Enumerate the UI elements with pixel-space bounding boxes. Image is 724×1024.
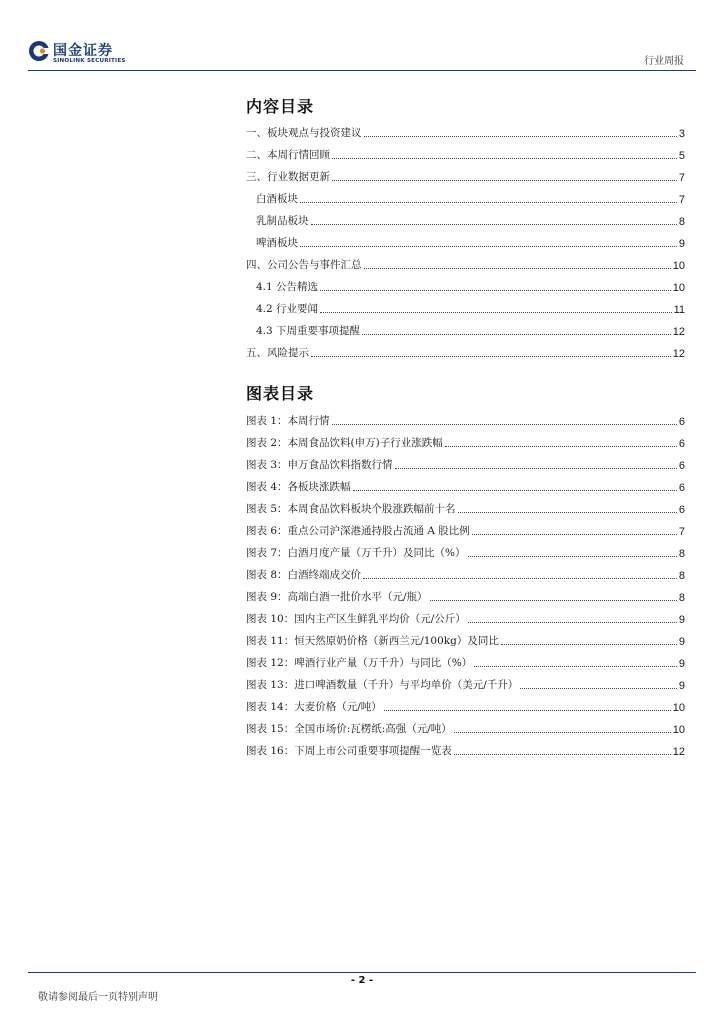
dot-leader [311,356,671,357]
toc-item-page: 3 [678,128,685,140]
dot-leader [362,334,671,335]
figure-item-page: 8 [678,570,685,582]
figure-item[interactable] [246,408,685,428]
toc-item-page: 7 [678,172,685,184]
figure-item-page: 6 [678,460,685,472]
figure-item-page: 10 [672,702,685,714]
report-type-label: 行业周报 [644,56,684,67]
dot-leader [454,732,671,733]
toc-item-page: 10 [672,260,685,272]
dot-leader [353,490,677,491]
figure-item-page: 9 [678,614,685,626]
dot-leader [501,644,677,645]
toc-item[interactable] [246,142,685,162]
toc-item[interactable] [246,230,685,250]
toc-item[interactable] [246,252,685,272]
dot-leader [364,136,677,137]
toc-item[interactable] [246,186,685,206]
figure-item-page: 12 [672,746,685,758]
dot-leader [332,158,677,159]
header-divider [28,70,696,71]
figure-item-page: 10 [672,724,685,736]
dot-leader [332,424,677,425]
figure-item[interactable] [246,628,685,648]
toc-item-page: 10 [672,282,685,294]
toc-item[interactable] [246,318,685,338]
toc-item-text: 4.3 下周重要事项提醒 [256,325,361,337]
figure-item[interactable] [246,562,685,582]
figure-item-text: 图表 14：大麦价格（元/吨） [246,701,382,713]
figure-item-page: 8 [678,592,685,604]
dot-leader [311,224,677,225]
dot-leader [468,556,677,557]
dot-leader [454,754,671,755]
dot-leader [472,534,677,535]
figure-item-text: 图表 8：白酒终端成交价 [246,569,362,581]
figure-item-text: 图表 4：各板块涨跌幅 [246,481,351,493]
dot-leader [320,290,671,291]
figure-item[interactable] [246,694,685,714]
figure-item-text: 图表 9：高端白酒一批价水平（元/瓶） [246,591,428,603]
figures-title: 图表目录 [246,384,315,403]
dot-leader [458,512,677,513]
sinolink-logo [28,40,138,70]
toc-item-text: 4.2 行业要闻 [256,303,319,315]
toc-item[interactable] [246,120,685,140]
figure-item[interactable] [246,584,685,604]
dot-leader [363,578,677,579]
toc-item-text: 二、本周行情回顾 [246,149,330,161]
figure-item[interactable] [246,430,685,450]
toc-item-text: 五、风险提示 [246,347,309,359]
page-number: - 2 - [350,975,374,986]
toc-item-page: 5 [678,150,685,162]
figure-item-text: 图表 15：全国市场价:瓦楞纸:高强（元/吨） [246,723,452,735]
toc-item-text: 一、板块观点与投资建议 [246,127,362,139]
toc-item[interactable] [246,296,685,316]
dot-leader [364,268,671,269]
dot-leader [384,710,671,711]
figure-item[interactable] [246,452,685,472]
toc-item-text: 4.1 公告精选 [256,281,319,293]
figure-item[interactable] [246,540,685,560]
dot-leader [474,666,677,667]
figure-item-text: 图表 10：国内主产区生鲜乳平均价（元/公斤） [246,613,466,625]
footer-divider [28,972,696,973]
figure-item-page: 8 [678,548,685,560]
toc-item-text: 三、行业数据更新 [246,171,330,183]
figure-item-text: 图表 16：下周上市公司重要事项提醒一览表 [246,745,452,757]
contents-title: 内容目录 [246,97,315,116]
figure-item[interactable] [246,518,685,538]
toc-item[interactable] [246,208,685,228]
dot-leader [300,202,677,203]
figure-item-text: 图表 5：本周食品饮料板块个股涨跌幅前十名 [246,503,456,515]
toc-item[interactable] [246,340,685,360]
toc-item[interactable] [246,274,685,294]
figure-item[interactable] [246,606,685,626]
toc-item-text: 啤酒板块 [256,237,298,249]
dot-leader [300,246,677,247]
figure-item-text: 图表 7：白酒月度产量（万千升）及同比（%） [246,547,466,559]
page-header [0,0,724,72]
brand-name-cn: 国金证券 [53,43,113,59]
brand-name-en: SINOLINK SECURITIES [53,58,126,64]
figure-item-text: 图表 13：进口啤酒数量（千升）与平均单价（美元/千升） [246,679,519,691]
figure-item[interactable] [246,496,685,516]
figure-item-page: 9 [678,636,685,648]
figure-item-text: 图表 11：恒天然原奶价格（新西兰元/100kg）及同比 [246,635,499,647]
figure-item-text: 图表 3：申万食品饮料指数行情 [246,459,393,471]
figure-item-page: 6 [678,482,685,494]
figure-item-page: 6 [678,504,685,516]
dot-leader [430,600,677,601]
figure-item-text: 图表 1：本周行情 [246,415,330,427]
toc-item-page: 8 [678,216,685,228]
figure-item[interactable] [246,672,685,692]
dot-leader [445,446,677,447]
toc-item-page: 12 [672,348,685,360]
sinolink-logo-icon [28,40,50,62]
figure-item[interactable] [246,474,685,494]
toc-item[interactable] [246,164,685,184]
toc-item-text: 乳制品板块 [256,215,309,227]
figure-item-page: 6 [678,438,685,450]
toc-item-page: 11 [673,304,685,316]
toc-item-page: 12 [672,326,685,338]
toc-item-page: 7 [678,194,685,206]
figure-item-page: 6 [678,416,685,428]
toc-item-text: 白酒板块 [256,193,298,205]
dot-leader [520,688,677,689]
dot-leader [468,622,677,623]
figure-item-page: 9 [678,680,685,692]
figure-item[interactable] [246,716,685,736]
dot-leader [320,312,672,313]
figure-item-text: 图表 12：啤酒行业产量（万千升）与同比（%） [246,657,473,669]
figure-item[interactable] [246,738,685,758]
dot-leader [395,468,677,469]
figure-item-page: 7 [678,526,685,538]
toc-item-page: 9 [678,238,685,250]
figure-item-page: 9 [678,658,685,670]
figure-item-text: 图表 6：重点公司沪深港通持股占流通 A 股比例 [246,525,470,537]
disclaimer-note: 敬请参阅最后一页特别声明 [38,992,158,1003]
toc-item-text: 四、公司公告与事件汇总 [246,259,362,271]
figure-item[interactable] [246,650,685,670]
dot-leader [332,180,677,181]
figure-item-text: 图表 2：本周食品饮料(申万)子行业涨跌幅 [246,437,443,449]
